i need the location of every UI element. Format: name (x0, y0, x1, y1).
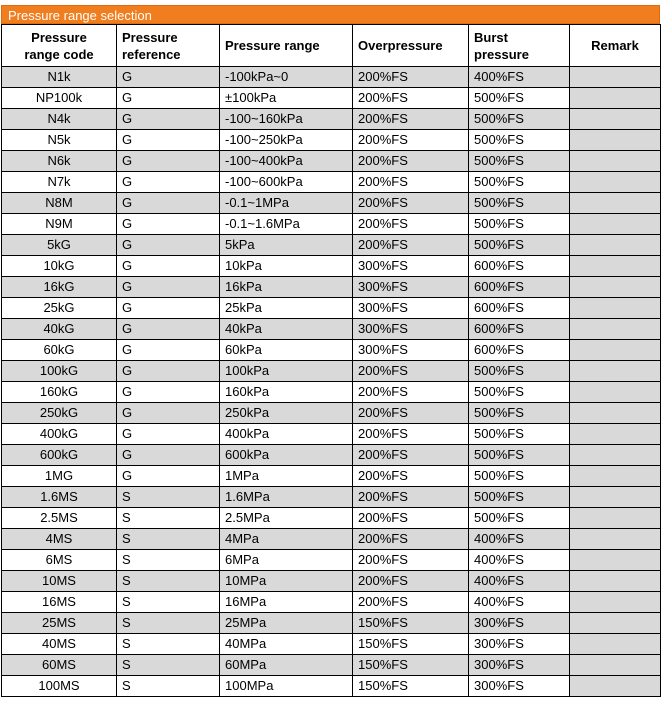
cell-range: 25MPa (220, 613, 353, 634)
cell-range: 1MPa (220, 466, 353, 487)
cell-range: -100~250kPa (220, 130, 353, 151)
cell-burst: 600%FS (469, 340, 570, 361)
cell-remark (570, 655, 661, 676)
cell-reference: S (117, 613, 220, 634)
cell-burst: 500%FS (469, 130, 570, 151)
cell-code: 10kG (2, 256, 117, 277)
cell-overpressure: 200%FS (353, 151, 469, 172)
cell-reference: S (117, 592, 220, 613)
table-row (2, 298, 661, 319)
cell-reference: G (117, 403, 220, 424)
cell-code: 6MS (2, 550, 117, 571)
table-row (2, 130, 661, 151)
cell-code: 25kG (2, 298, 117, 319)
table-row (2, 403, 661, 424)
cell-remark (570, 529, 661, 550)
cell-code: 400kG (2, 424, 117, 445)
table-row (2, 655, 661, 676)
cell-burst: 300%FS (469, 676, 570, 697)
cell-range: -100~400kPa (220, 151, 353, 172)
cell-range: 10kPa (220, 256, 353, 277)
cell-overpressure: 300%FS (353, 277, 469, 298)
cell-range: 60kPa (220, 340, 353, 361)
cell-reference: G (117, 235, 220, 256)
cell-reference: G (117, 130, 220, 151)
cell-remark (570, 172, 661, 193)
cell-code: 4MS (2, 529, 117, 550)
cell-burst: 500%FS (469, 403, 570, 424)
cell-code: 2.5MS (2, 508, 117, 529)
cell-range: 25kPa (220, 298, 353, 319)
cell-range: -100~160kPa (220, 109, 353, 130)
cell-overpressure: 150%FS (353, 634, 469, 655)
table-row (2, 319, 661, 340)
cell-code: 16kG (2, 277, 117, 298)
cell-overpressure: 200%FS (353, 466, 469, 487)
cell-remark (570, 592, 661, 613)
table-row (2, 235, 661, 256)
pressure-range-table (1, 24, 661, 697)
cell-burst: 500%FS (469, 508, 570, 529)
cell-reference: S (117, 634, 220, 655)
cell-code: 5kG (2, 235, 117, 256)
cell-reference: G (117, 382, 220, 403)
table-row (2, 172, 661, 193)
cell-remark (570, 508, 661, 529)
cell-reference: G (117, 151, 220, 172)
cell-burst: 300%FS (469, 613, 570, 634)
cell-code: 1.6MS (2, 487, 117, 508)
cell-range: 6MPa (220, 550, 353, 571)
cell-code: 16MS (2, 592, 117, 613)
cell-range: 250kPa (220, 403, 353, 424)
cell-code: N1k (2, 67, 117, 88)
cell-burst: 500%FS (469, 487, 570, 508)
cell-burst: 500%FS (469, 382, 570, 403)
cell-overpressure: 150%FS (353, 655, 469, 676)
cell-remark (570, 634, 661, 655)
cell-code: 60kG (2, 340, 117, 361)
cell-range: 40MPa (220, 634, 353, 655)
table-row (2, 256, 661, 277)
cell-overpressure: 200%FS (353, 550, 469, 571)
cell-remark (570, 403, 661, 424)
cell-overpressure: 200%FS (353, 508, 469, 529)
cell-code: 40MS (2, 634, 117, 655)
cell-burst: 500%FS (469, 214, 570, 235)
cell-code: N7k (2, 172, 117, 193)
cell-reference: S (117, 487, 220, 508)
cell-reference: G (117, 277, 220, 298)
cell-overpressure: 200%FS (353, 403, 469, 424)
cell-code: 100kG (2, 361, 117, 382)
cell-overpressure: 200%FS (353, 529, 469, 550)
cell-reference: G (117, 319, 220, 340)
cell-code: N9M (2, 214, 117, 235)
cell-reference: S (117, 676, 220, 697)
cell-burst: 500%FS (469, 235, 570, 256)
table-body (2, 67, 661, 697)
cell-remark (570, 424, 661, 445)
cell-reference: G (117, 445, 220, 466)
cell-range: 160kPa (220, 382, 353, 403)
cell-overpressure: 300%FS (353, 319, 469, 340)
cell-overpressure: 200%FS (353, 592, 469, 613)
cell-range: 40kPa (220, 319, 353, 340)
cell-remark (570, 298, 661, 319)
cell-overpressure: 300%FS (353, 298, 469, 319)
cell-overpressure: 200%FS (353, 88, 469, 109)
cell-burst: 600%FS (469, 298, 570, 319)
cell-overpressure: 200%FS (353, 487, 469, 508)
cell-remark (570, 67, 661, 88)
cell-burst: 500%FS (469, 88, 570, 109)
cell-range: 4MPa (220, 529, 353, 550)
cell-code: 40kG (2, 319, 117, 340)
table-row (2, 445, 661, 466)
cell-range: 16MPa (220, 592, 353, 613)
cell-burst: 500%FS (469, 193, 570, 214)
cell-overpressure: 200%FS (353, 214, 469, 235)
cell-remark (570, 445, 661, 466)
cell-range: 600kPa (220, 445, 353, 466)
cell-burst: 500%FS (469, 361, 570, 382)
table-title: Pressure range selection (1, 5, 660, 24)
cell-code: 160kG (2, 382, 117, 403)
table-row (2, 571, 661, 592)
table-row (2, 508, 661, 529)
cell-remark (570, 193, 661, 214)
cell-overpressure: 300%FS (353, 340, 469, 361)
cell-reference: S (117, 529, 220, 550)
cell-burst: 600%FS (469, 319, 570, 340)
cell-range: 100MPa (220, 676, 353, 697)
cell-burst: 600%FS (469, 277, 570, 298)
cell-remark (570, 487, 661, 508)
cell-overpressure: 200%FS (353, 130, 469, 151)
cell-reference: S (117, 655, 220, 676)
cell-remark (570, 151, 661, 172)
table-row (2, 67, 661, 88)
cell-code: NP100k (2, 88, 117, 109)
cell-burst: 300%FS (469, 634, 570, 655)
table-row (2, 424, 661, 445)
cell-remark (570, 319, 661, 340)
cell-burst: 400%FS (469, 529, 570, 550)
cell-code: 1MG (2, 466, 117, 487)
cell-reference: S (117, 508, 220, 529)
cell-overpressure: 300%FS (353, 256, 469, 277)
cell-range: -0.1~1MPa (220, 193, 353, 214)
cell-overpressure: 200%FS (353, 571, 469, 592)
table-row (2, 592, 661, 613)
cell-range: -100~600kPa (220, 172, 353, 193)
cell-reference: S (117, 550, 220, 571)
cell-overpressure: 200%FS (353, 445, 469, 466)
cell-remark (570, 466, 661, 487)
table-row (2, 151, 661, 172)
cell-reference: G (117, 67, 220, 88)
cell-code: N4k (2, 109, 117, 130)
cell-burst: 400%FS (469, 67, 570, 88)
cell-code: 600kG (2, 445, 117, 466)
cell-remark (570, 571, 661, 592)
cell-reference: G (117, 172, 220, 193)
cell-burst: 500%FS (469, 445, 570, 466)
cell-reference: G (117, 361, 220, 382)
cell-burst: 300%FS (469, 655, 570, 676)
table-row (2, 193, 661, 214)
cell-overpressure: 200%FS (353, 67, 469, 88)
cell-remark (570, 214, 661, 235)
cell-burst: 500%FS (469, 151, 570, 172)
cell-range: 100kPa (220, 361, 353, 382)
cell-remark (570, 361, 661, 382)
cell-range: 2.5MPa (220, 508, 353, 529)
cell-reference: G (117, 256, 220, 277)
cell-remark (570, 277, 661, 298)
cell-overpressure: 200%FS (353, 235, 469, 256)
cell-remark (570, 613, 661, 634)
table-row (2, 88, 661, 109)
cell-code: N5k (2, 130, 117, 151)
cell-remark (570, 235, 661, 256)
pressure-range-panel (1, 5, 660, 697)
cell-remark (570, 109, 661, 130)
cell-burst: 500%FS (469, 172, 570, 193)
table-row (2, 613, 661, 634)
cell-remark (570, 550, 661, 571)
cell-remark (570, 256, 661, 277)
cell-range: ±100kPa (220, 88, 353, 109)
cell-remark (570, 340, 661, 361)
cell-burst: 500%FS (469, 424, 570, 445)
cell-code: N8M (2, 193, 117, 214)
cell-overpressure: 150%FS (353, 613, 469, 634)
cell-range: -100kPa~0 (220, 67, 353, 88)
table-row (2, 487, 661, 508)
cell-code: 10MS (2, 571, 117, 592)
table-header-row (2, 25, 661, 67)
cell-code: 25MS (2, 613, 117, 634)
cell-burst: 500%FS (469, 466, 570, 487)
cell-reference: G (117, 193, 220, 214)
cell-burst: 500%FS (469, 109, 570, 130)
cell-overpressure: 200%FS (353, 424, 469, 445)
cell-reference: G (117, 298, 220, 319)
cell-reference: G (117, 88, 220, 109)
cell-range: 60MPa (220, 655, 353, 676)
cell-reference: G (117, 340, 220, 361)
table-row (2, 214, 661, 235)
table-row (2, 529, 661, 550)
table-row (2, 550, 661, 571)
cell-reference: G (117, 466, 220, 487)
cell-remark (570, 382, 661, 403)
cell-remark (570, 130, 661, 151)
table-row (2, 466, 661, 487)
table-row (2, 634, 661, 655)
cell-range: 400kPa (220, 424, 353, 445)
table-row (2, 382, 661, 403)
cell-code: 60MS (2, 655, 117, 676)
header-overpressure: Overpressure (353, 25, 469, 67)
cell-range: 5kPa (220, 235, 353, 256)
cell-range: -0.1~1.6MPa (220, 214, 353, 235)
cell-overpressure: 200%FS (353, 361, 469, 382)
cell-overpressure: 200%FS (353, 172, 469, 193)
table-row (2, 340, 661, 361)
cell-reference: G (117, 424, 220, 445)
cell-code: 100MS (2, 676, 117, 697)
cell-range: 10MPa (220, 571, 353, 592)
cell-overpressure: 200%FS (353, 193, 469, 214)
cell-burst: 400%FS (469, 550, 570, 571)
cell-reference: G (117, 214, 220, 235)
header-burst: Burst pressure (469, 25, 570, 67)
cell-reference: G (117, 109, 220, 130)
cell-code: N6k (2, 151, 117, 172)
table-row (2, 676, 661, 697)
cell-overpressure: 200%FS (353, 109, 469, 130)
cell-reference: S (117, 571, 220, 592)
table-row (2, 361, 661, 382)
cell-remark (570, 676, 661, 697)
cell-burst: 400%FS (469, 592, 570, 613)
cell-overpressure: 150%FS (353, 676, 469, 697)
cell-overpressure: 200%FS (353, 382, 469, 403)
header-remark: Remark (570, 25, 661, 67)
cell-code: 250kG (2, 403, 117, 424)
header-reference: Pressure reference (117, 25, 220, 67)
cell-burst: 400%FS (469, 571, 570, 592)
cell-range: 16kPa (220, 277, 353, 298)
header-range: Pressure range (220, 25, 353, 67)
header-code: Pressure range code (2, 25, 117, 67)
table-row (2, 109, 661, 130)
table-row (2, 277, 661, 298)
cell-burst: 600%FS (469, 256, 570, 277)
cell-range: 1.6MPa (220, 487, 353, 508)
cell-remark (570, 88, 661, 109)
